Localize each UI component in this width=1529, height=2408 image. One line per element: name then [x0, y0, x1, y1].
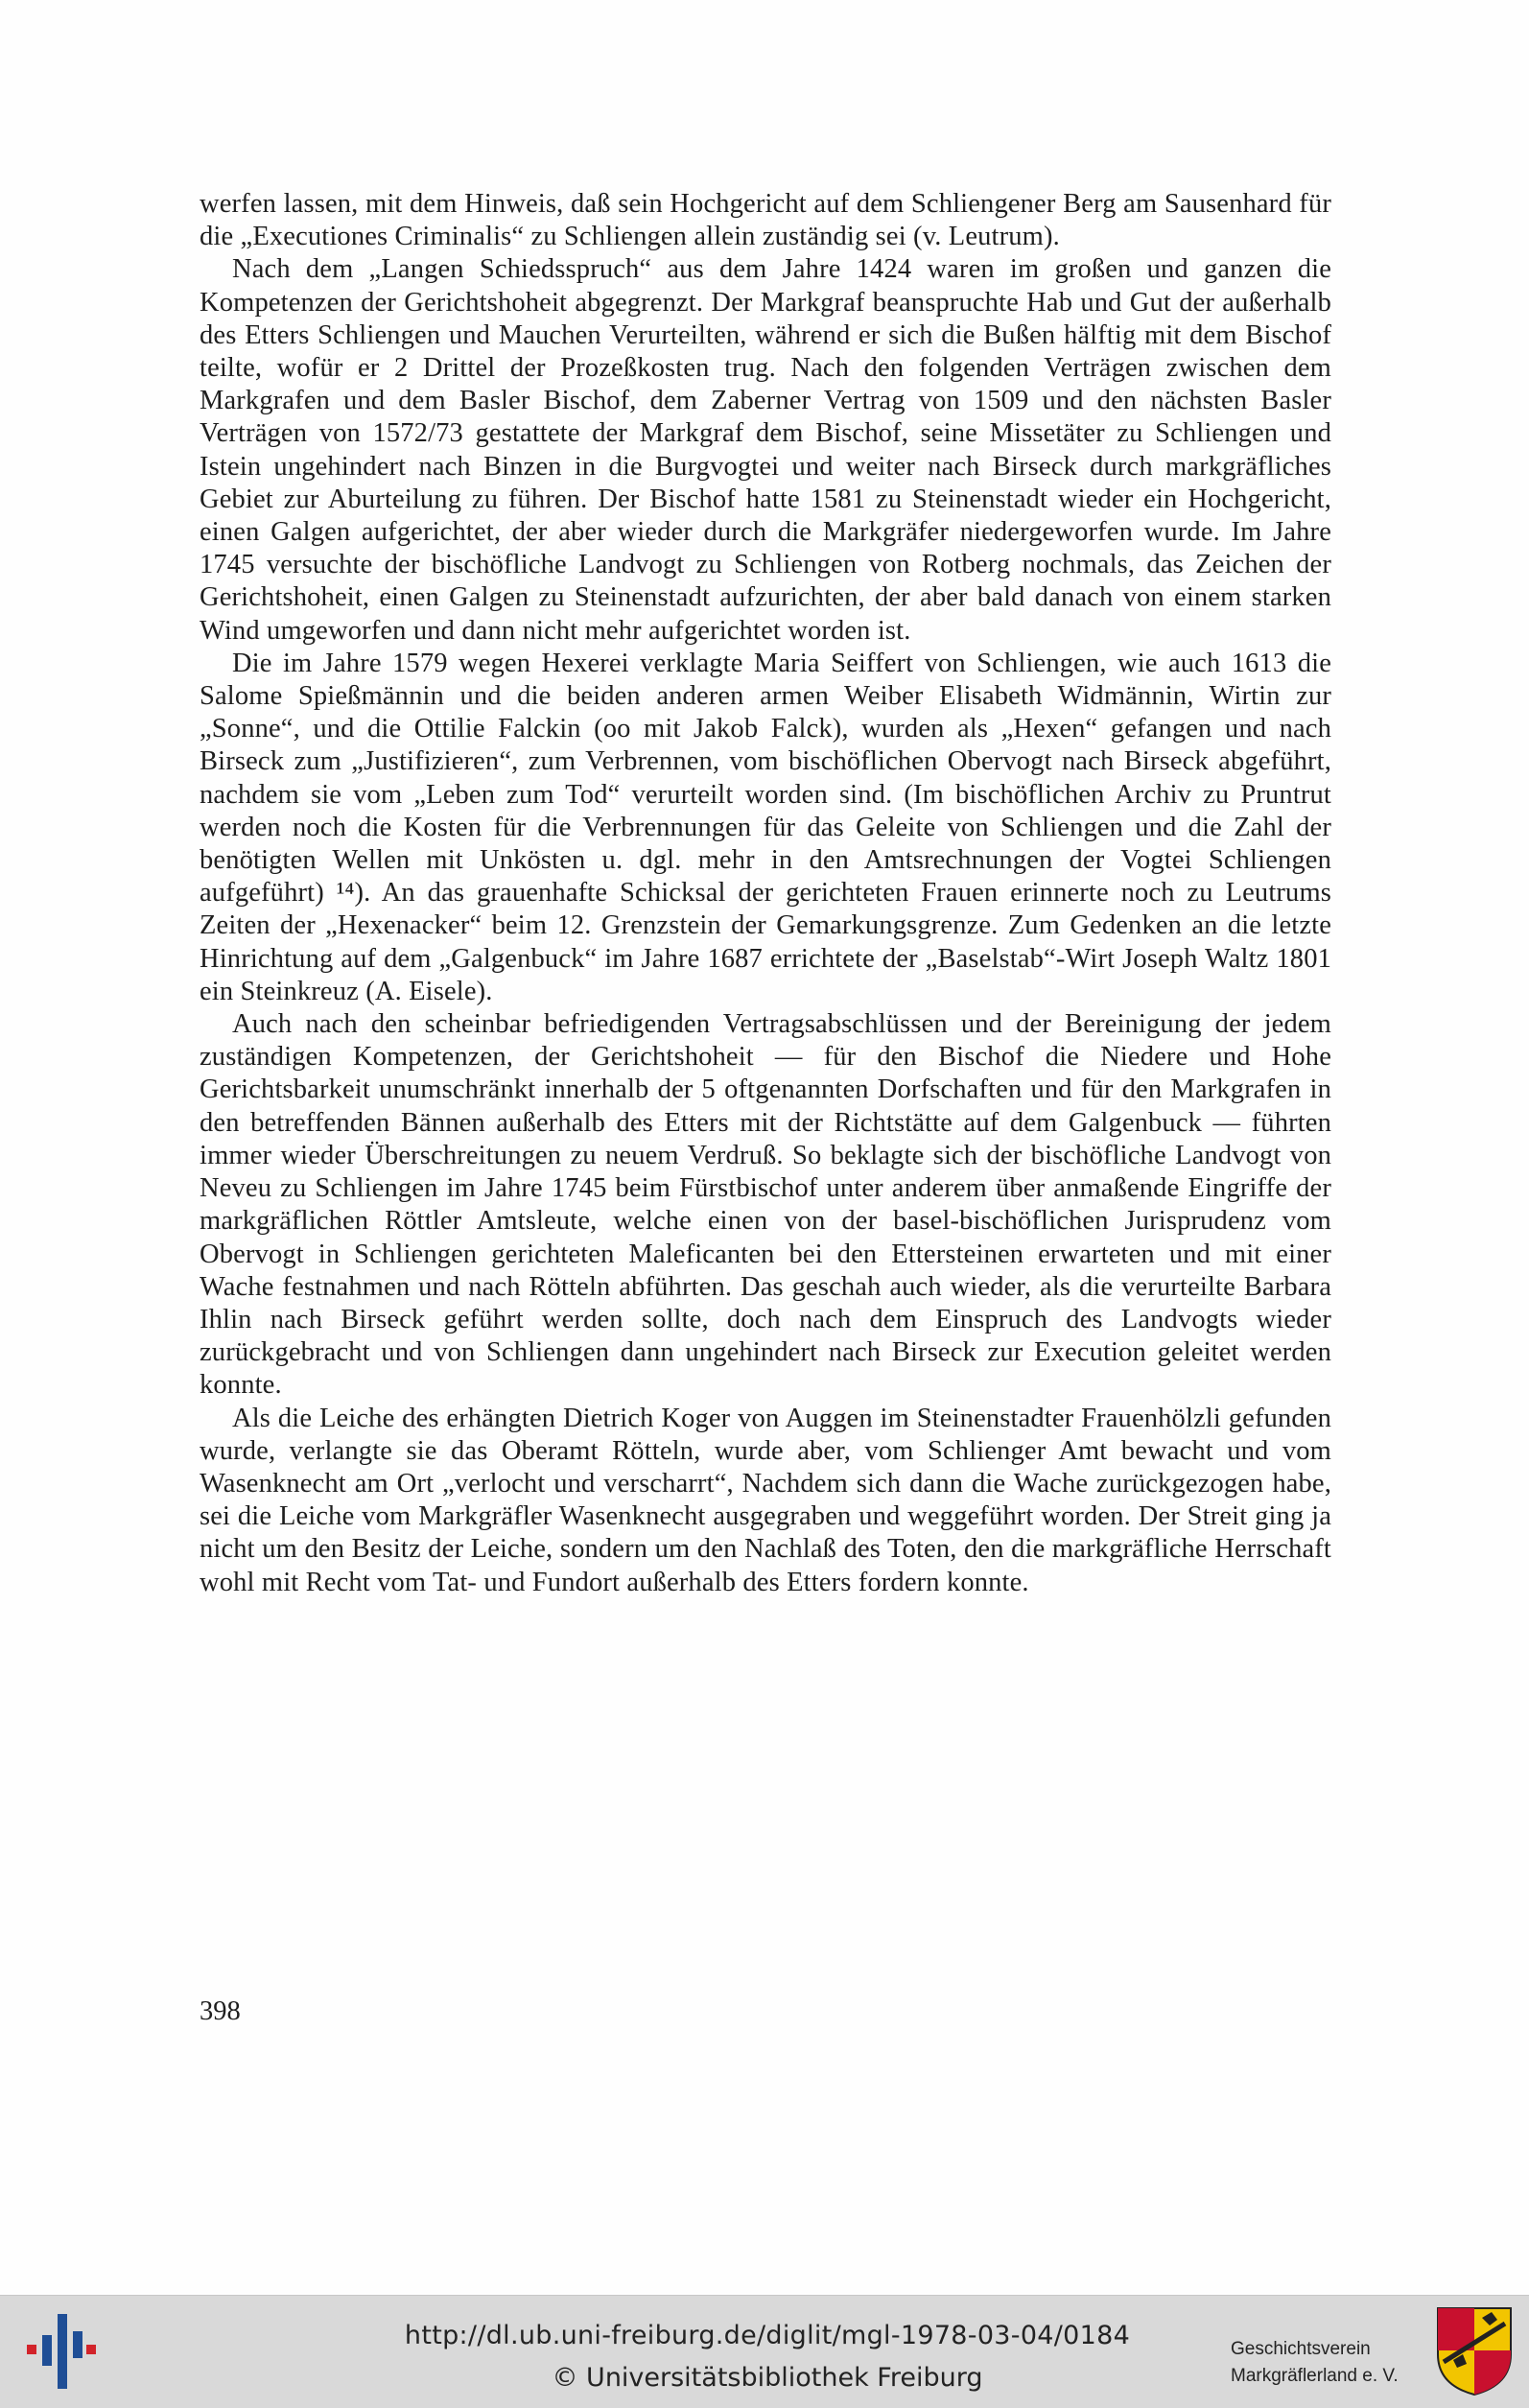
society-name-line: Markgräflerland e. V. [1231, 2366, 1399, 2386]
body-text [200, 188, 1331, 1599]
paragraph: Als die Leiche des erhängten Dietrich Koger von Auggen im Steinenstadter Frauenhölzli gefunden wurde, verlangte sie das Oberamt Rötteln, wurde aber, vom Schlienger Amt bewacht und vom Wasenknecht am Ort „verlocht und verscharrt“, Nachdem sich dann die Wache zurückgezogen habe, sei die Leiche vom Markgräfler Wasenknecht ausgegraben und weggeführt worden. Der Streit ging ja nicht um den Besitz der Leiche, sondern um den Nachlaß des Toten, den die markgräfliche Herrschaft wohl mit Recht vom Tat- und Fundort außerhalb des Etters fordern konnte. [200, 1403, 1331, 1597]
society-name-line: Geschichtsverein [1231, 2339, 1371, 2359]
paragraph: Auch nach den scheinbar befriedigenden Vertragsabschlüssen und der Bereinigung der jedem zuständigen Kompetenzen, der Gerichtshoheit — für den Bischof die Niedere und Hohe Gerichtsbarkeit unumschränkt innerhalb der 5 oftgenannten Dorfschaften und für den Markgrafen in den betreffenden Bännen außerhalb des Etters mit der Richtstätte auf dem Galgenbuck — führten immer wieder Überschreitungen zu neuem Verdruß. So beklagte sich der bischöfliche Landvogt von Neveu zu Schliengen im Jahre 1745 beim Fürstbischof unter anderem über anmaßende Eingriffe der markgräflichen Röttler Amtsleute, welche einen von der basel-bischöflichen Jurisprudenz vom Obervogt in Schliengen gerichteten Maleficanten bei den Ettersteinen erwarteten und mit einer Wache festnahmen und nach Rötteln abführten. Das geschah auch wieder, als die verurteilte Barbara Ihlin nach Birseck geführt werden sollte, doch nach dem Einspruch des Landvogts wieder zurückgebracht und von Schliengen dann ungehindert nach Birseck zur Execution geleitet werden konnte. [200, 1009, 1331, 1401]
paragraph: Nach dem „Langen Schiedsspruch“ aus dem Jahre 1424 waren im großen und ganzen die Kompetenzen der Gerichtshoheit abgegrenzt. Der Markgraf beanspruchte Hab und Gut der außerhalb des Etters Schliengen und Mauchen Verurteilten, während er sich die Bußen hälftig mit dem Bischof teilte, wofür er 2 Drittel der Prozeßkosten trug. Nach den folgenden Verträgen zwischen dem Markgrafen und dem Basler Bischof, dem Zaberner Vertrag von 1509 und den nächsten Basler Verträgen von 1572/73 gestattete der Markgraf dem Bischof, seine Missetäter zu Schliengen und Istein ungehindert nach Binzen in die Burgvogtei und weiter nach Birseck durch markgräfliches Gebiet zur Aburteilung zu führen. Der Bischof hatte 1581 zu Steinenstadt wieder ein Hochgericht, einen Galgen aufgerichtet, der aber wieder durch die Markgräfer niedergeworfen wurde. Im Jahre 1745 versuchte der bischöfliche Landvogt zu Schliengen von Rotberg nochmals, das Zeichen der Gerichtshoheit, einen Galgen zu Steinenstadt aufzurichten, der aber bald danach von einem starken Wind umgeworfen und dann nicht mehr aufgerichtet worden ist. [200, 254, 1331, 646]
page-number: 398 [200, 1996, 241, 2026]
ub-freiburg-logo-icon[interactable] [17, 2297, 104, 2407]
paragraph: werfen lassen, mit dem Hinweis, daß sein Hochgericht auf dem Schliengener Berg am Sausenhard für die „Executiones Criminalis“ zu Schliengen allein zuständig sei (v. Leutrum). [200, 189, 1331, 252]
coat-of-arms-icon[interactable] [1434, 2304, 1515, 2396]
paragraph: Die im Jahre 1579 wegen Hexerei verklagte Maria Seiffert von Schliengen, wie auch 1613 die Salome Spießmännin und die beiden anderen armen Weiber Elisabeth Widmännin, Wirtin zur „Sonne“, und die Ottilie Falckin (oo mit Jakob Falck), wurden als „Hexen“ gefangen und nach Birseck zum „Justifizieren“, zum Verbrennen, vom bischöflichen Obervogt nach Birseck abgeführt, nachdem sie vom „Leben zum Tod“ verurteilt worden sind. (Im bischöflichen Archiv zu Pruntrut werden noch die Kosten für die Verbrennungen für das Geleite von Schliengen und die Zahl der benötigten Wellen mit Unkösten u. dgl. mehr in den Amtsrechnungen der Vogtei Schliengen aufgeführt) ¹⁴). An das grauenhafte Schicksal der gerichteten Frauen erinnerte noch zu Leutrums Zeiten der „Hexenacker“ beim 12. Grenzstein der Gemarkungsgrenze. Zum Gedenken an die letzte Hinrichtung auf dem „Galgenbuck“ im Jahre 1687 errichtete der „Baselstab“-Wirt Joseph Waltz 1801 ein Steinkreuz (A. Eisele). [200, 648, 1331, 1006]
society-name[interactable] [1231, 2336, 1423, 2390]
document-url-link[interactable]: http://dl.ub.uni-freiburg.de/diglit/mgl-1978-03-04/0184 [404, 2321, 1131, 2350]
copyright-text: © Universitätsbibliothek Freiburg [552, 2363, 983, 2393]
